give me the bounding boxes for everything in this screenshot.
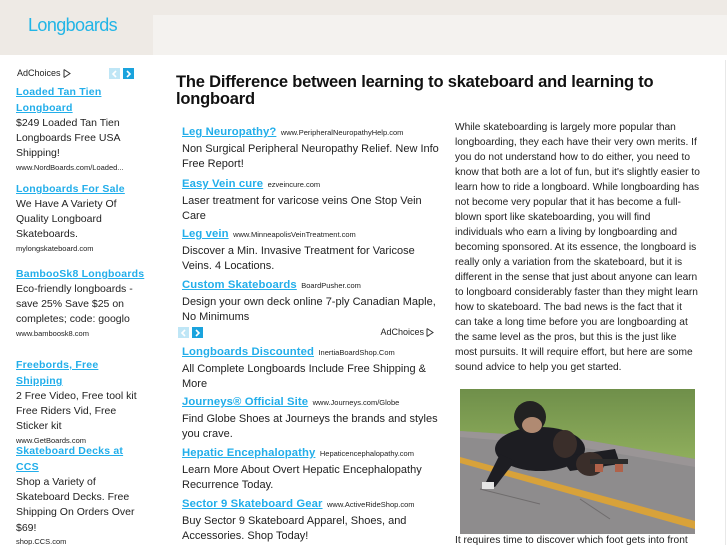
sidebar-ad [16, 357, 146, 446]
adchoices-label: AdChoices [380, 327, 424, 337]
inline-ad [182, 445, 442, 493]
inline-ad-title-link[interactable]: Longboards Discounted [182, 346, 315, 358]
inline-ad-title-link[interactable]: Sector 9 Skateboard Gear [182, 498, 323, 510]
adchoices-link[interactable] [380, 327, 434, 337]
sidebar-ad-desc: $249 Loaded Tan Tien Longboards Free USA Shipping! [16, 117, 120, 160]
chevron-left-icon [180, 329, 187, 337]
inline-ad-url[interactable]: www.ActiveRideShop.com [327, 500, 415, 509]
next-ad-button[interactable] [123, 68, 134, 79]
inline-ad-desc: Laser treatment for varicose veins One Stop Vein Care [182, 195, 422, 222]
sidebar-ad-title-link[interactable]: BambooSk8 Longboards [16, 268, 145, 280]
site-title-link[interactable]: Longboards [28, 15, 118, 35]
inline-ad-title-link[interactable]: Easy Vein cure [182, 178, 264, 190]
inline-ad-url[interactable]: www.MinneapolisVeinTreatment.com [233, 230, 356, 239]
adchoices-icon [426, 328, 434, 337]
inline-ad-desc: Learn More About Overt Hepatic Encephalopathy Recurrence Today. [182, 464, 422, 491]
inline-ad-title-link[interactable]: Hepatic Encephalopathy [182, 447, 316, 459]
sidebar-ad-desc: Eco-friendly longboards - save 25% Save $25 on completes; code: googlo [16, 283, 133, 326]
site-header [0, 0, 727, 55]
inline-ad [182, 344, 442, 392]
sidebar-ad-url[interactable]: www.bamboosk8.com [16, 328, 89, 338]
inline-ad-desc: Find Globe Shoes at Journeys the brands and styles you crave. [182, 413, 438, 440]
inline-ad-desc: Discover a Min. Invasive Treatment for Varicose Veins. 4 Locations. [182, 245, 415, 272]
chevron-right-icon [125, 70, 132, 78]
sidebar-ad [16, 84, 146, 173]
sidebar-ad-title-link[interactable]: Skateboard Decks at CCS [16, 445, 124, 473]
inline-ad [182, 226, 442, 274]
inline-ad-url[interactable]: ezveincure.com [267, 180, 321, 189]
inline-ad [182, 124, 442, 172]
chevron-right-icon [194, 329, 201, 337]
prev-ad-button[interactable] [109, 68, 120, 79]
sidebar-ad [16, 443, 146, 545]
inline-ad-title-link[interactable]: Journeys® Official Site [182, 396, 309, 408]
sidebar-ad-title-link[interactable]: Longboards For Sale [16, 183, 125, 195]
chevron-left-icon [111, 70, 118, 78]
adchoices-label: AdChoices [17, 68, 61, 78]
inline-ad-desc: All Complete Longboards Include Free Shipping & More [182, 363, 426, 390]
inline-ad-nav [178, 327, 203, 338]
header-panel [153, 15, 727, 55]
inline-ad [182, 394, 442, 442]
sidebar-ad-url[interactable]: www.GetBoards.com [16, 435, 87, 445]
inline-ad-controls [178, 327, 434, 339]
sidebar-ad-desc: 2 Free Video, Free tool kit Free Riders Vid, Free Sticker kit [16, 390, 137, 433]
inline-ad-title-link[interactable]: Leg Neuropathy? [182, 126, 277, 138]
article-photo [460, 389, 695, 534]
sidebar-ad [16, 266, 146, 339]
adchoices-link[interactable] [17, 68, 71, 78]
sidebar-ad-url[interactable]: www.NordBoards.com/Loaded... [16, 162, 124, 172]
sidebar-ad-title-link[interactable]: Freebords, Free Shipping [16, 359, 99, 387]
inline-ad-desc: Non Surgical Peripheral Neuropathy Relief. New Info Free Report! [182, 143, 439, 170]
inline-ad-desc: Design your own deck online 7-ply Canadian Maple, No Minimums [182, 296, 436, 323]
inline-ad [182, 496, 442, 544]
inline-ad-title-link[interactable]: Custom Skateboards [182, 279, 297, 291]
inline-ad-url[interactable]: www.PeripheralNeuropathyHelp.com [280, 128, 404, 137]
photo-caption: It requires time to discover which foot gets into front [455, 535, 688, 545]
inline-ad-url[interactable]: Hepaticencephalopathy.com [319, 449, 414, 458]
sidebar-ad-controls [17, 68, 137, 80]
sidebar-ad [16, 181, 146, 254]
sidebar-ad-title-link[interactable]: Loaded Tan Tien Longboard [16, 86, 102, 114]
inline-ad-desc: Buy Sector 9 Skateboard Apparel, Shoes, and Accessories. Shop Today! [182, 515, 407, 542]
adchoices-icon [63, 69, 71, 78]
inline-ad [182, 277, 442, 325]
inline-ad-url[interactable]: InertiaBoardShop.Com [318, 348, 395, 357]
inline-ad-url[interactable]: BoardPusher.com [301, 281, 361, 290]
sidebar-ad-url[interactable]: shop.CCS.com [16, 536, 67, 545]
prev-ad-button[interactable] [178, 327, 189, 338]
inline-ad [182, 176, 442, 224]
inline-ad-url[interactable]: www.Journeys.com/Globe [312, 398, 400, 407]
inline-ad-title-link[interactable]: Leg vein [182, 228, 229, 240]
sidebar-ad-nav [109, 68, 134, 79]
sidebar-ad-desc: Shop a Variety of Skateboard Decks. Free Shipping On Orders Over $69! [16, 476, 135, 534]
next-ad-button[interactable] [192, 327, 203, 338]
longboarder-photo-illustration [460, 389, 695, 534]
sidebar-ad-desc: We Have A Variety Of Quality Longboard Skateboards. [16, 198, 117, 241]
sidebar-ad-url[interactable]: mylongskateboard.com [16, 243, 94, 253]
article-body: While skateboarding is largely more popular than longboarding, they each have their very own merits. If you do not understand how to do either, you need to know that both are a lot of fun, but it's slightly easier to learn how to ride a longboard. While longboarding has not become very popular that it has become a full-blown sport like skateboarding, you will find individuals who earn a living by longboarding and becoming sponsored. At its essence, the longboard is really only a variation from the skateboard, but it is different in the sense that just about anyone can learn to longboard considerably faster than they might learn how to skateboard. The bad news is the fact that it can take a long time before you are longboarding at the same level as the pros, but this is the just like most pursuits. It will require effort, but here are some sound advice to help you get started. [455, 122, 700, 373]
page-edge-divider [725, 60, 726, 545]
article-title: The Difference between learning to skateboard and learning to longboard [176, 73, 654, 108]
